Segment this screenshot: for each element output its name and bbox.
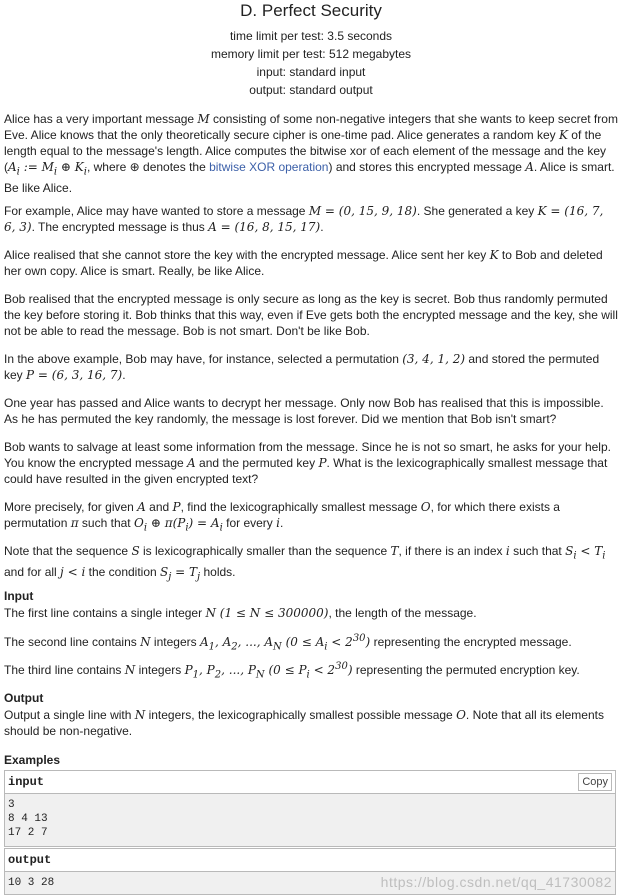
example-input-header xyxy=(5,771,615,794)
memory-limit: memory limit per test: 512 megabytes xyxy=(210,47,412,61)
statement-paragraph-1: Alice has a very important message M consisting of some non-negative integers that she wants to keep secret from Eve. Alice knows that the only theoretically secure cipher is one-time pad. Alice generates a random key K of the length equal to the message's length. Alice computes the bitwise xor of each element of the message and the key ($A_i$ := $M_i$ ⊕ $K_i$, where ⊕ denotes the bitwise XOR operation) and stores this encrypted message A. Alice is smart. Be like Alice. xyxy=(4,112,618,196)
watermark-text: https://blog.csdn.net/qq_41730082 xyxy=(380,874,612,890)
example-input-label: input xyxy=(8,775,45,789)
statement-paragraph-4: Bob realised that the encrypted message is only secure as long as the key is secret. Bob thus randomly permuted the key before storing it. Bob thinks that this way, even if Eve gets both the encrypted message and the key, she will not be able to read the message. Bob is not smart. Don't be like Bob. xyxy=(4,292,618,338)
input-line-3: The third line contains N integers $P_1$, $P_2$, ..., $P_N$ $(0 \le P_i < 2^{30})$ representing the permuted encryption key. xyxy=(4,661,580,681)
output-spec: output: standard output xyxy=(249,83,373,97)
example-output-header xyxy=(5,849,615,872)
statement-paragraph-9: Note that the sequence S is lexicographically smaller than the sequence T, if there is an index i such that $S_i < T_i$ and for all j < i the condition $S_j = T_j$ holds. xyxy=(4,544,606,583)
example-input-line: 3 xyxy=(8,799,15,811)
statement-paragraph-3: Alice realised that she cannot store the key with the encrypted message. Alice sent her key K to Bob and deleted her own copy. Alice is smart. Really, be like Alice. xyxy=(4,248,603,278)
problem-title: D. Perfect Security xyxy=(240,1,382,20)
example-input-box xyxy=(4,770,616,847)
example-input-line: 8 4 13 xyxy=(8,813,48,825)
statement-paragraph-8: More precisely, for given A and P, find the lexicographically smallest message O, for which there exists a permutation π such that $O_i$ ⊕ $\pi(P_i) = A_i$ for every i. xyxy=(4,500,560,534)
example-output-label: output xyxy=(8,853,52,867)
input-line-2: The second line contains N integers $A_1$, $A_2$, ..., $A_N$ $(0 \le A_i < 2^{30})$ representing the encrypted message. xyxy=(4,633,572,653)
examples-heading: Examples xyxy=(4,753,61,767)
statement-paragraph-2: For example, Alice may have wanted to store a message M = (0, 15, 9, 18). She generated a key K = (16, 7, 6, 3). The encrypted message is thus A = (16, 8, 15, 17). xyxy=(4,204,604,234)
input-line-1: The first line contains a single integer N (1 ≤ N ≤ 300000), the length of the message. xyxy=(4,606,477,620)
example-input-line: 17 2 7 xyxy=(8,827,48,839)
statement-paragraph-6: One year has passed and Alice wants to decrypt her message. Only now Bob has realised that this is impossible. As he has permuted the key randomly, the message is lost forever. Did we mention that Bob isn't smart? xyxy=(4,396,604,426)
input-heading: Input xyxy=(4,589,34,603)
statement-paragraph-5: In the above example, Bob may have, for instance, selected a permutation (3, 4, 1, 2) and stored the permuted key P = (6, 3, 16, 7). xyxy=(4,352,600,382)
output-description: Output a single line with N integers, the lexicographically smallest possible message O. Note that all its elements should be non-negative. xyxy=(4,708,604,738)
example-output-line: 10 3 28 xyxy=(8,877,55,889)
example-input-content[interactable] xyxy=(5,794,615,846)
bitwise-xor-link[interactable]: bitwise XOR operation xyxy=(209,160,329,174)
statement-paragraph-7: Bob wants to salvage at least some information from the message. Since he is not so smart, he asks for your help. You know the encrypted message A and the permuted key P. What is the lexicographically smallest message that could have resulted in the given encrypted text? xyxy=(4,440,611,486)
output-heading: Output xyxy=(4,691,44,705)
input-spec: input: standard input xyxy=(256,65,366,79)
copy-button[interactable]: Copy xyxy=(578,773,612,791)
time-limit: time limit per test: 3.5 seconds xyxy=(229,29,393,43)
